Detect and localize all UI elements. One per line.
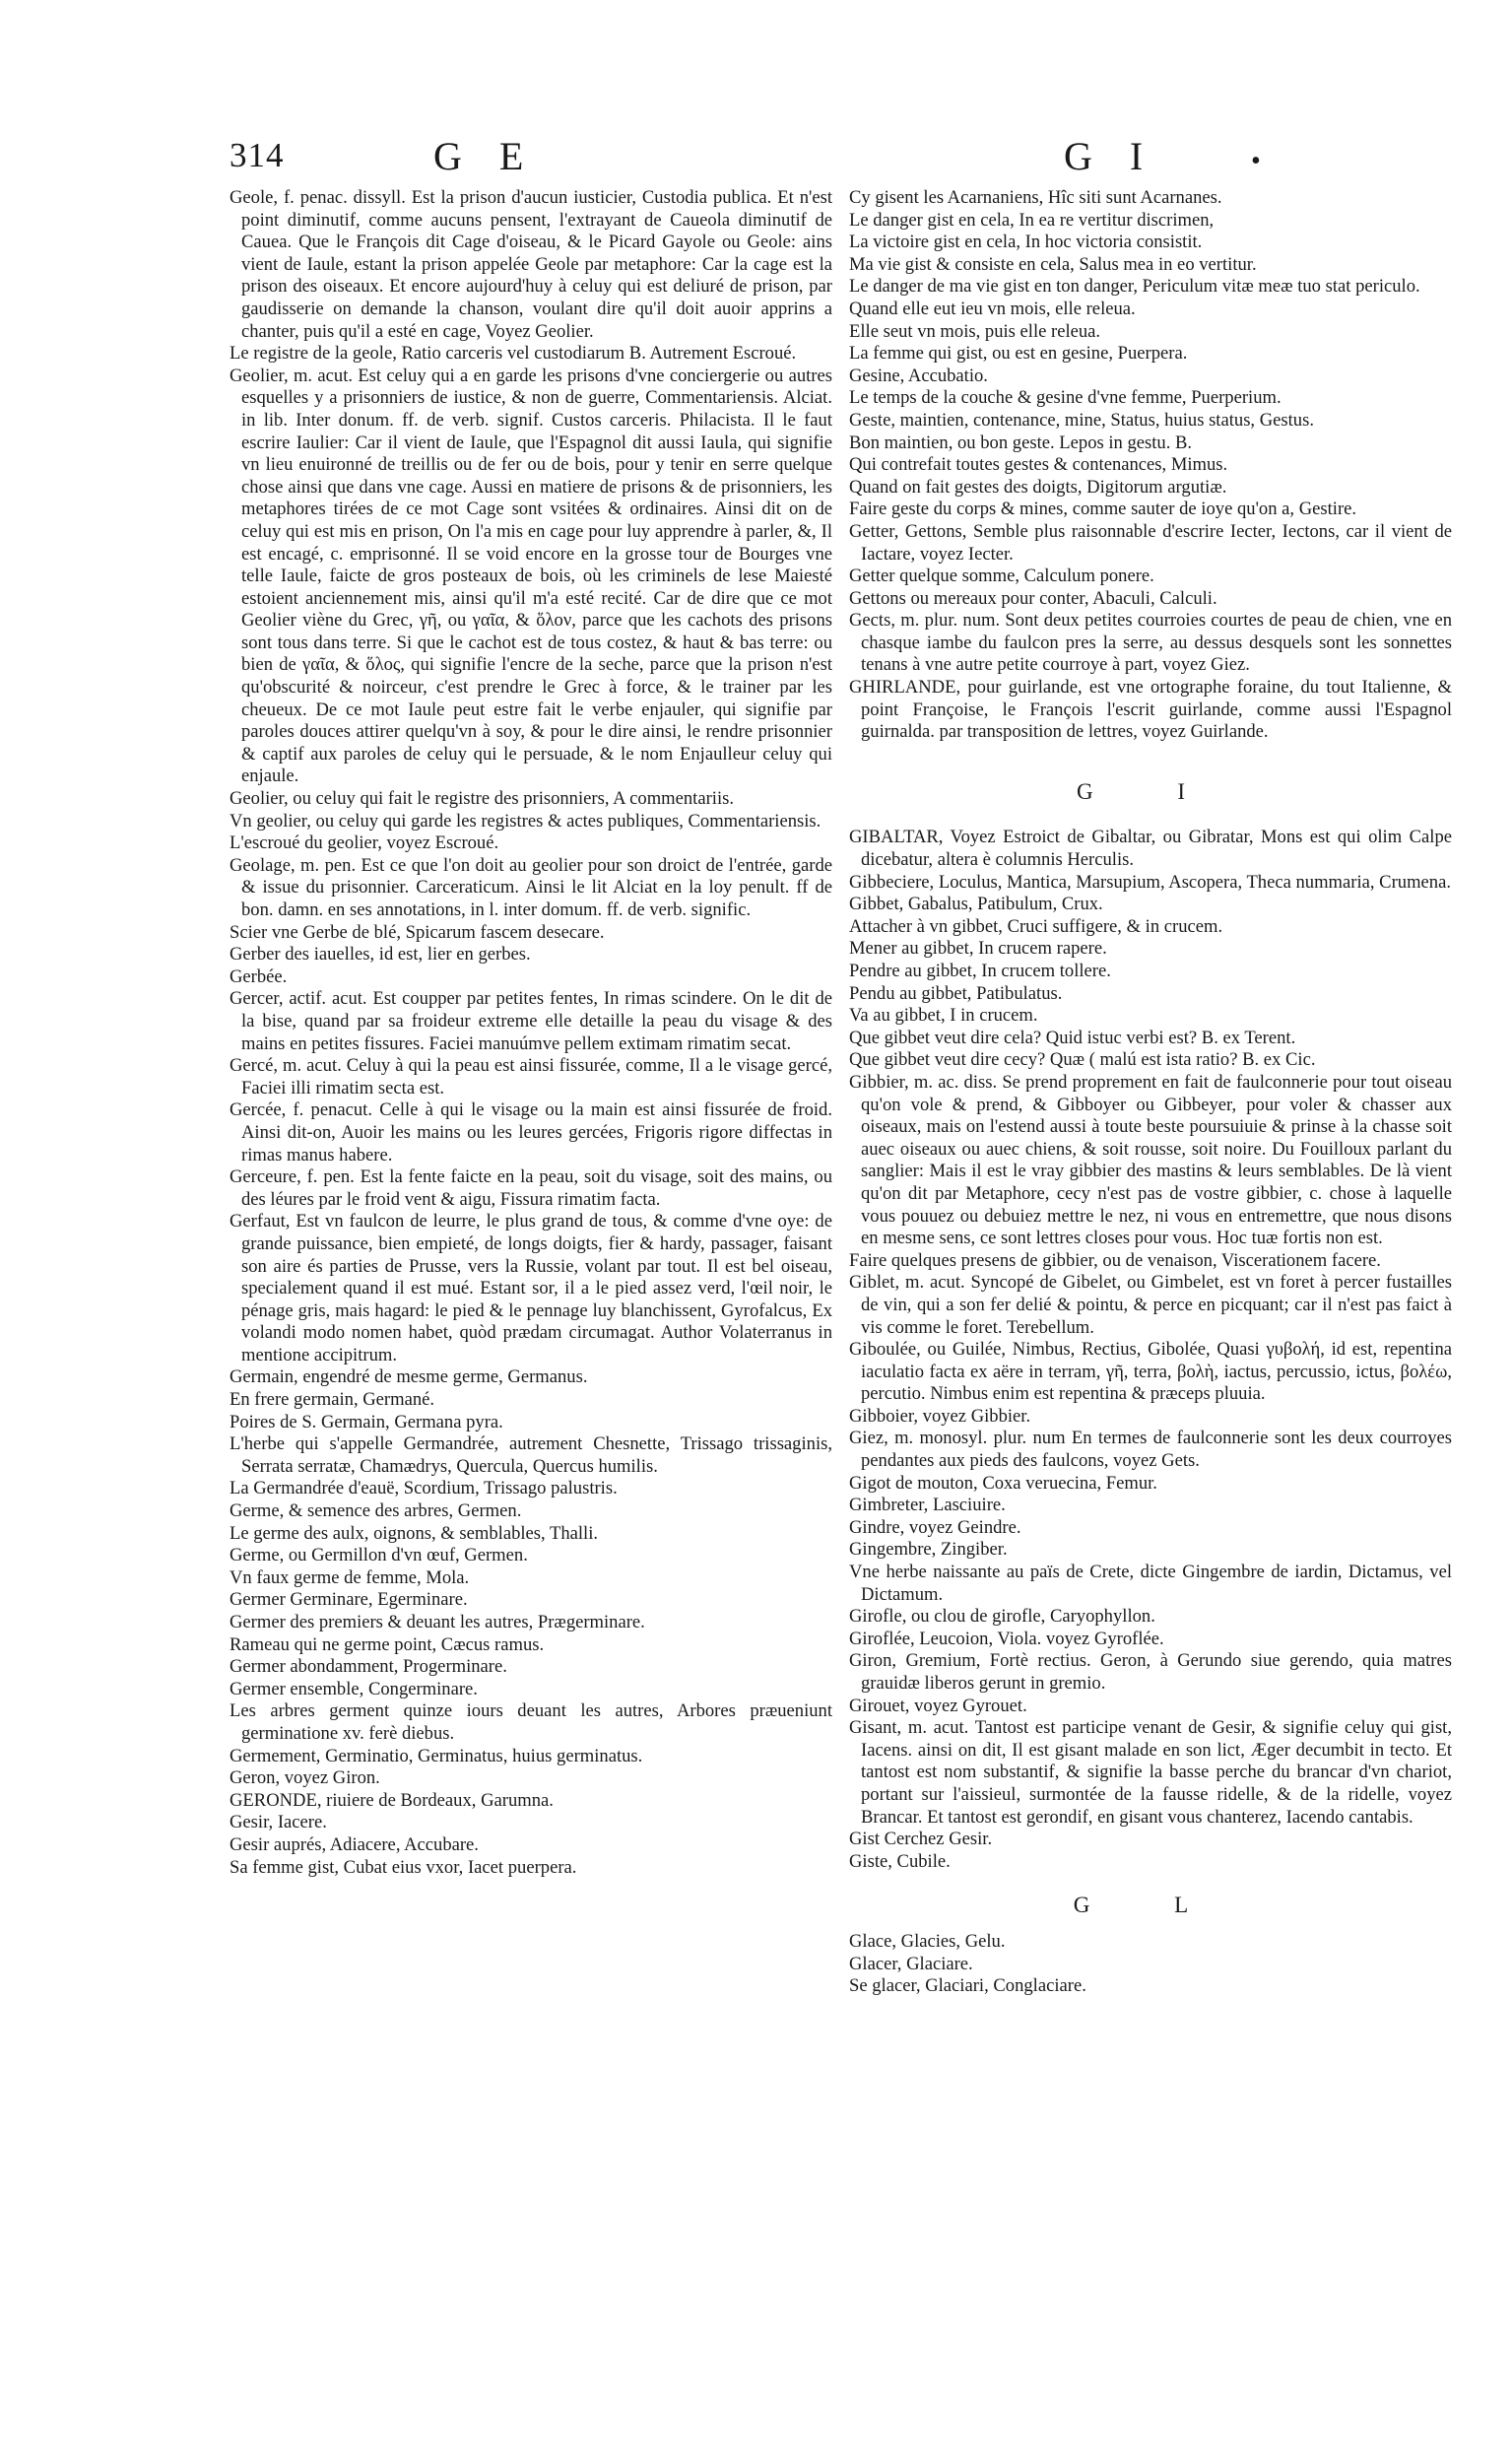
dictionary-entry: Gibbier, m. ac. diss. Se prend proprement en fait de faulconnerie pour tout oiseau qu'on vole & prend, & Gibboyer ou Gibbeyer, pour voler & chasser aux oiseaux, mais on l'estend aussi à toute beste poursuiuie & prinse à la chasse soit auec oiseaux ou auec chiens, & soit rousse, soit noire. Du Fouilloux parlant du sanglier: Mais il est le vray gibbier des mastins & leurs semblables. De là vient qu'on dit par Metaphore, cecy n'est pas de vostre gibbier, c. chose à laquelle vous pouuez ou debuiez mettre le nez, ni vous en entremettre, que nous disons en mesme sens, ce sont lettres closes pour vous. Hoc tuæ fortis non est. [849, 1071, 1452, 1249]
dictionary-entry: La Germandrée d'eauë, Scordium, Trissago palustris. [230, 1478, 618, 1499]
dictionary-entry: Cy gisent les Acarnaniens, Hîc siti sunt Acarnanes. [849, 187, 1222, 208]
dictionary-entry: Germe, & semence des arbres, Germen. [230, 1500, 522, 1522]
dictionary-entry: Gimbreter, Lasciuire. [849, 1495, 1006, 1516]
dictionary-entry: Gercée, f. penacut. Celle à qui le visage ou la main est ainsi fissurée de froid. Ainsi dit-on, Auoir les mains ou les leures gercées, Frigoris rigore diffectas in rimas manus habere. [230, 1099, 832, 1165]
dictionary-entry: Rameau qui ne germe point, Cæcus ramus. [230, 1633, 545, 1655]
dictionary-entry: Geron, voyez Giron. [230, 1767, 380, 1789]
dictionary-entry: Gercé, m. acut. Celuy à qui la peau est ainsi fissurée, comme, Il a le visage gercé, Faciei illi rimatim secta est. [230, 1055, 832, 1098]
dictionary-entry: Les arbres germent quinze iours deuant les autres, Arbores præueniunt germinatione xv. ferè diebus. [230, 1700, 832, 1744]
printer-mark: • [1251, 146, 1261, 176]
dictionary-entry: Gerbée. [230, 965, 288, 987]
dictionary-entry: Le temps de la couche & gesine d'vne femme, Puerperium. [849, 387, 1282, 409]
dictionary-entry: Gibbet, Gabalus, Patibulum, Crux. [849, 894, 1103, 915]
right-column [849, 187, 1452, 1998]
dictionary-entry: Ma vie gist & consiste en cela, Salus mea in eo vertitur. [849, 253, 1257, 275]
dictionary-entry: Getter quelque somme, Calculum ponere. [849, 566, 1154, 587]
dictionary-entry: Glace, Glacies, Gelu. [849, 1930, 1006, 1952]
dictionary-entry: Giroflée, Leucoion, Viola. voyez Gyroflée. [849, 1628, 1164, 1649]
left-column [230, 187, 832, 1879]
dictionary-entry: Bon maintien, ou bon geste. Lepos in gestu. B. [849, 432, 1193, 453]
dictionary-entry: Pendu au gibbet, Patibulatus. [849, 982, 1063, 1004]
dictionary-entry: GIBALTAR, Voyez Estroict de Gibaltar, ou Gibratar, Mons est qui olim Calpe dicebatur, altera è columnis Herculis. [849, 827, 1452, 871]
dictionary-entry: Gesir auprés, Adiacere, Accubare. [230, 1833, 479, 1855]
dictionary-entry: Gisant, m. acut. Tantost est participe venant de Gesir, & signifie celuy qui gist, Iacens. ainsi on dit, Il est gisant malade en son lict, Æger decumbit in tecto. Et tantost est nom substantif, & signifie la basse perche du brancar d'vn chariot, portant sur l'aissieul, surmontée de la fausse ridelle, & de la ridelle, voyez Brancar. Et tantost est gerondif, en gisant vous chanterez, Iacendo cantabis. [849, 1717, 1452, 1828]
running-head-right: G I [1064, 134, 1157, 178]
dictionary-entry: Germer abondamment, Progerminare. [230, 1656, 507, 1678]
dictionary-entry: Gist Cerchez Gesir. [849, 1829, 993, 1850]
dictionary-entry: Gesir, Iacere. [230, 1812, 327, 1833]
dictionary-entry: Germer Germinare, Egerminare. [230, 1589, 468, 1611]
dictionary-entry: Germer ensemble, Congerminare. [230, 1678, 478, 1699]
dictionary-entry: La femme qui gist, ou est en gesine, Puerpera. [849, 343, 1188, 365]
dictionary-entry: GERONDE, riuiere de Bordeaux, Garumna. [230, 1789, 554, 1811]
dictionary-entry: Faire quelques presens de gibbier, ou de venaison, Viscerationem facere. [849, 1249, 1381, 1271]
dictionary-entry: Mener au gibbet, In crucem rapere. [849, 938, 1107, 960]
dictionary-entry: Que gibbet veut dire cecy? Quæ ( malú est ista ratio? B. ex Cic. [849, 1049, 1316, 1071]
dictionary-entry: Giblet, m. acut. Syncopé de Gibelet, ou Gimbelet, est vn foret à percer fustailles de vin, qui a son fer delié & pointu, & perce en picquant; car il n'est pas faict à vis comme le foret. Terebellum. [849, 1272, 1452, 1338]
dictionary-entry: Se glacer, Glaciari, Conglaciare. [849, 1975, 1086, 1997]
dictionary-entry: Geolage, m. pen. Est ce que l'on doit au geolier pour son droict de l'entrée, garde & issue du prisonnier. Carceraticum. Ainsi le lit Alciat en la loy penult. ff de bon. damn. en ses annotations, in l. inter domum. ff. de verb. signific. [230, 854, 832, 920]
dictionary-entry: Giez, m. monosyl. plur. num En termes de faulconnerie sont les deux courroyes pendantes aux pieds des faulcons, voyez Gets. [849, 1428, 1452, 1472]
dictionary-entry: Gesine, Accubatio. [849, 365, 988, 386]
dictionary-entry: La victoire gist en cela, In hoc victoria consistit. [849, 232, 1203, 253]
dictionary-entry: Elle seut vn mois, puis elle releua. [849, 320, 1101, 342]
dictionary-entry: Giste, Cubile. [849, 1850, 951, 1872]
page-number: 314 [230, 136, 285, 174]
dictionary-entry: Gigot de mouton, Coxa veruecina, Femur. [849, 1472, 1157, 1494]
dictionary-entry: Gerber des iauelles, id est, lier en gerbes. [230, 944, 531, 965]
dictionary-entry: Vn geolier, ou celuy qui garde les registres & actes publiques, Commentariensis. [230, 810, 822, 832]
dictionary-entry: Scier vne Gerbe de blé, Spicarum fascem desecare. [230, 921, 605, 943]
dictionary-entry: Le germe des aulx, oignons, & semblables, Thalli. [230, 1522, 599, 1544]
dictionary-entry: Getter, Gettons, Semble plus raisonnable d'escrire Iecter, Iectons, car il vient de Iactare, voyez Iecter. [849, 520, 1452, 565]
dictionary-entry: L'herbe qui s'appelle Germandrée, autrement Chesnette, Trissago trissaginis, Serrata serratæ, Chamædrys, Quercula, Quercus humilis. [230, 1433, 832, 1477]
dictionary-entry: Qui contrefait toutes gestes & contenances, Mimus. [849, 454, 1228, 476]
dictionary-entry: Va au gibbet, I in crucem. [849, 1005, 1038, 1027]
dictionary-entry: Quand on fait gestes des doigts, Digitorum argutiæ. [849, 476, 1227, 498]
dictionary-entry: Geole, f. penac. dissyll. Est la prison d'aucun iusticier, Custodia publica. Et n'est point diminutif, comme aucuns pensent, l'extrayant de Caueola diminutif de Cauea. Que le François dit Cage d'oiseau, & le Picard Gayole ou Geole: ains vient de Iaule, estant la prison appelée Geole par metaphore: Car la cage est la prison des oiseaux. Et encore aujourd'huy à celuy qui est deliuré de prison, par gaudisserie on demande la chanson, voulant dire qu'il doit auoir apprins a chanter, puis qu'il a esté en cage, Voyez Geolier. [230, 187, 832, 342]
dictionary-entry: Le danger de ma vie gist en ton danger, Periculum vitæ meæ tuo stat periculo. [849, 276, 1420, 298]
dictionary-entry: Giron, Gremium, Fortè rectius. Geron, à Gerundo siue gerendo, quia matres grauidæ liberos gerunt in gremio. [849, 1650, 1452, 1694]
dictionary-entry: Pendre au gibbet, In crucem tollere. [849, 961, 1111, 981]
dictionary-entry: Le registre de la geole, Ratio carceris vel custodiarum B. Autrement Escroué. [230, 343, 797, 365]
dictionary-entry: Geolier, ou celuy qui fait le registre des prisonniers, A commentariis. [230, 788, 734, 810]
dictionary-entry: Sa femme gist, Cubat eius vxor, Iacet puerpera. [230, 1856, 577, 1878]
dictionary-entry: Girouet, voyez Gyrouet. [849, 1695, 1027, 1716]
dictionary-entry: Faire geste du corps & mines, comme sauter de ioye qu'on a, Gestire. [849, 499, 1357, 520]
dictionary-entry: Poires de S. Germain, Germana pyra. [230, 1411, 503, 1432]
dictionary-entry: Gects, m. plur. num. Sont deux petites courroies courtes de peau de chien, vne en chasque iambe du faulcon pres la serre, au dessus desquels sont les sonnettes tenans à vne autre petite courroye à part, voyez Giez. [849, 610, 1452, 676]
dictionary-entry: Gettons ou mereaux pour conter, Abaculi, Calculi. [849, 587, 1217, 609]
dictionary-entry: L'escroué du geolier, voyez Escroué. [230, 832, 499, 854]
dictionary-entry: Germain, engendré de mesme germe, Germanus. [230, 1366, 588, 1388]
section-heading-gl: G L [1073, 1893, 1228, 1918]
dictionary-entry: GHIRLANDE, pour guirlande, est vne ortographe foraine, du tout Italienne, & point Françoise, le François l'escrit guirlande, comme aussi l'Espagnol guirnalda. par transposition de lettres, voyez Guirlande. [849, 677, 1452, 743]
dictionary-entry: Geste, maintien, contenance, mine, Status, huius status, Gestus. [849, 409, 1314, 431]
section-heading-gi: G I [1076, 778, 1225, 804]
dictionary-entry: Attacher à vn gibbet, Cruci suffigere, & in crucem. [849, 915, 1223, 937]
dictionary-entry: Giboulée, ou Guilée, Nimbus, Rectius, Gibolée, Quasi γυβολή, id est, repentina iaculatio facta ex aëre in terram, γῆ, terra, βολὴ, iactus, percussio, ictus, βολέω, percutio. Nimbus enim est repentina & præceps pluuia. [849, 1339, 1452, 1405]
dictionary-entry: Vne herbe naissante au païs de Crete, dicte Gingembre de iardin, Dictamus, vel Dictamum. [849, 1562, 1452, 1605]
dictionary-entry: En frere germain, Germané. [230, 1389, 435, 1411]
dictionary-entry: Germement, Germinatio, Germinatus, huius germinatus. [230, 1745, 643, 1766]
dictionary-entry: Quand elle eut ieu vn mois, elle releua. [849, 298, 1136, 319]
dictionary-entry: Gerceure, f. pen. Est la fente faicte en la peau, soit du visage, soit des mains, ou des léures par le froid vent & aigu, Fissura rimatim facta. [230, 1166, 832, 1210]
running-head-left: G E [433, 134, 538, 178]
dictionary-entry: Geolier, m. acut. Est celuy qui a en garde les prisons d'vne conciergerie ou autres esquelles y a prisonniers de iustice, & non de guerre, Commentariensis. Alciat. in lib. Inter donum. ff. de verb. signif. Custos carceris. Philacista. Il le faut escrire Iaulier: Car il vient de Iaule, que l'Espagnol dit aussi Iaula, qui signifie vn lieu enuironné de treillis ou de fer ou de bois, pour y tenir en serre quelque chose ainsi que dans vne cage. Aussi en matiere de prisons & de prisonniers, les metaphores tirées de ce mot Cage sont vsitées & ordinaires. Ainsi dit on de celuy qui est mis en prison, On l'a mis en cage pour luy apprendre à parler, &, Il est encagé, c. emprisonné. Il se void encore en la grosse tour de Bourges vne telle Iaule, faicte de gros posteaux de bois, où les criminels de lese Maiesté estoient anciennement mis, ainsi qu'il m'a esté recité. Car de dire que ce mot Geolier viène du Grec, γῆ, ou γαῖα, & ὅλον, parce que les cachots des prisons sont tous dans terre. Si que le cachot est de tous costez, & haut & bas terre: ou bien de γαῖα, & ὅλος, qui signifie l'encre de la seche, parce que la prison n'est qu'obscurité & noirceur, c'est prendre le Grec à force, & le trainer par les cheueux. De ce mot Iaule peut estre fait le verbe enjauler, qui signifie par paroles douces attirer quelqu'vn à soy, & pour le dire ainsi, le rendre prisonnier & captif aux paroles de celuy qui le persuade, & le nom Enjaulleur celuy qui enjaule. [230, 365, 832, 787]
dictionary-entry: Vn faux germe de femme, Mola. [230, 1566, 470, 1588]
dictionary-entry: Germe, ou Germillon d'vn œuf, Germen. [230, 1545, 528, 1566]
dictionary-entry: Le danger gist en cela, In ea re vertitur discrimen, [849, 209, 1215, 231]
dictionary-entry: Gercer, actif. acut. Est coupper par petites fentes, In rimas scindere. On le dit de la bise, quand par sa froideur extreme elle detaille la peau du visage & des mains en petites fissures. Faciei manuúmve pellem extimam rimatim secat. [230, 988, 832, 1054]
dictionary-entry: Gindre, voyez Geindre. [849, 1516, 1021, 1538]
dictionary-entry: Glacer, Glaciare. [849, 1953, 973, 1974]
dictionary-entry: Que gibbet veut dire cela? Quid istuc verbi est? B. ex Terent. [849, 1027, 1296, 1048]
dictionary-entry: Gerfaut, Est vn faulcon de leurre, le plus grand de tous, & comme d'vne oye: de grande puissance, bien empieté, de longs doigts, fier & hardy, passager, faisant son aire és parties de Prusse, vers la Russie, volant par tout. Il est bel oiseau, specialement quand il est mué. Estant sor, il a le pied assez verd, l'œil noir, le pénage gris, mais hagard: le pied & le pennage luy blanchissent, Gyrofalcus, Ex volandi modo nomen habet, quòd prædam circumagat. Author Volaterranus in mentione accipitrum. [230, 1211, 832, 1365]
dictionary-entry: Girofle, ou clou de girofle, Caryophyllon. [849, 1606, 1155, 1628]
dictionary-entry: Gingembre, Zingiber. [849, 1539, 1008, 1561]
dictionary-entry: Gibbeciere, Loculus, Mantica, Marsupium, Ascopera, Theca nummaria, Crumena. [849, 871, 1451, 893]
dictionary-entry: Germer des premiers & deuant les autres, Prægerminare. [230, 1612, 645, 1632]
dictionary-entry: Gibboier, voyez Gibbier. [849, 1405, 1031, 1427]
